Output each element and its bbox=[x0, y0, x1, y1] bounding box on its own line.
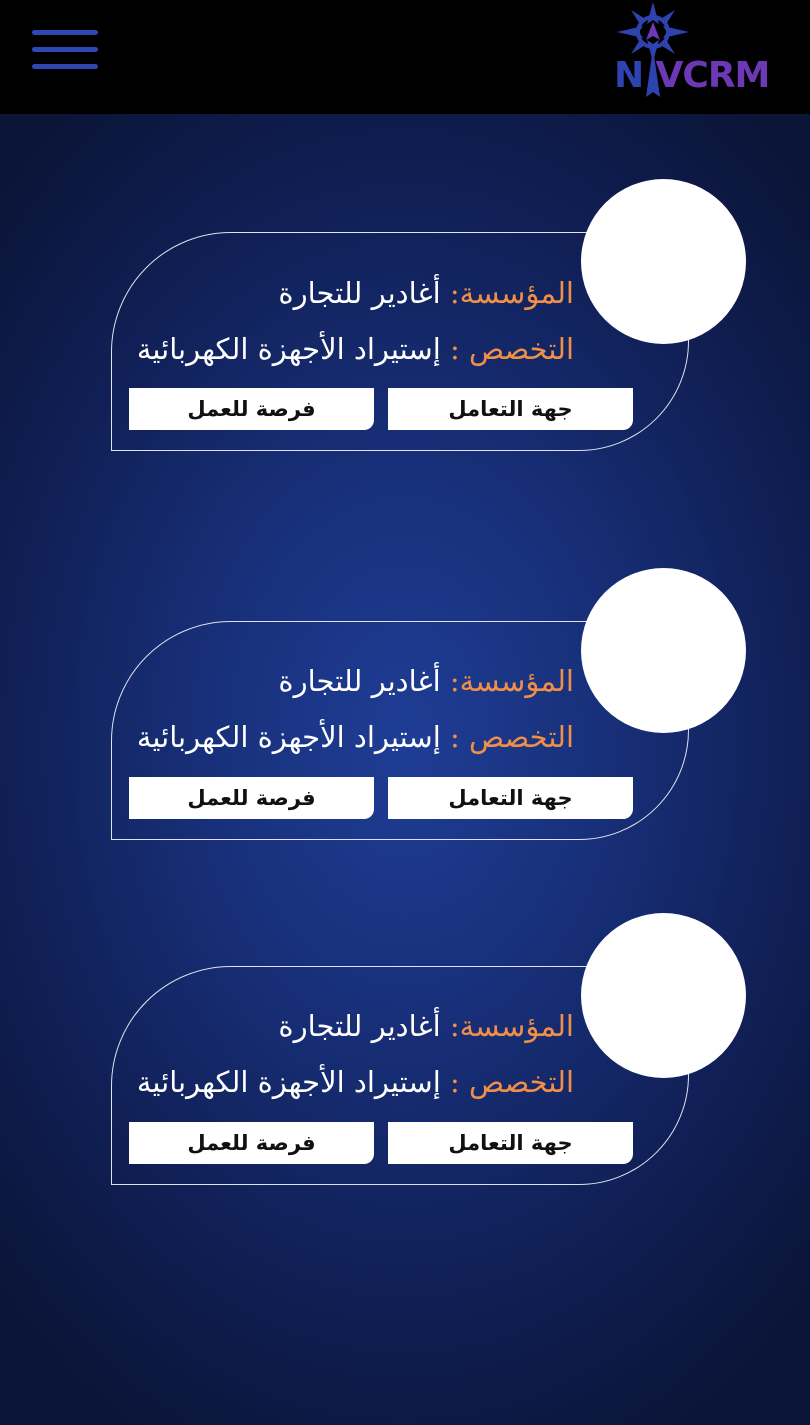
deal-contact-button[interactable]: جهة التعامل bbox=[388, 1122, 633, 1164]
hamburger-menu-icon[interactable] bbox=[30, 28, 100, 72]
top-app-bar bbox=[0, 0, 810, 114]
org-value: أغادير للتجارة bbox=[278, 664, 441, 698]
org-label: المؤسسة: bbox=[449, 664, 574, 698]
specialty-label: التخصص : bbox=[449, 332, 574, 366]
job-opportunity-button[interactable]: فرصة للعمل bbox=[129, 777, 374, 819]
org-value: أغادير للتجارة bbox=[278, 276, 441, 310]
menu-bar-line bbox=[32, 64, 98, 69]
menu-bar-line bbox=[32, 30, 98, 35]
org-line bbox=[278, 1008, 574, 1044]
specialty-value: إستيراد الأجهزة الكهربائية bbox=[136, 1065, 441, 1099]
nvcrm-logo bbox=[610, 0, 785, 108]
menu-bar-line bbox=[32, 47, 98, 52]
specialty-label: التخصص : bbox=[449, 1065, 574, 1099]
company-avatar[interactable] bbox=[581, 913, 746, 1078]
org-label: المؤسسة: bbox=[449, 276, 574, 310]
org-line bbox=[278, 663, 574, 699]
specialty-line bbox=[137, 719, 574, 755]
company-avatar[interactable] bbox=[581, 179, 746, 344]
org-label: المؤسسة: bbox=[449, 1009, 574, 1043]
specialty-line bbox=[137, 1064, 574, 1100]
deal-contact-button[interactable]: جهة التعامل bbox=[388, 388, 633, 430]
org-value: أغادير للتجارة bbox=[278, 1009, 441, 1043]
specialty-value: إستيراد الأجهزة الكهربائية bbox=[136, 720, 441, 754]
specialty-label: التخصص : bbox=[449, 720, 574, 754]
job-opportunity-button[interactable]: فرصة للعمل bbox=[129, 1122, 374, 1164]
org-line bbox=[278, 275, 574, 311]
company-avatar[interactable] bbox=[581, 568, 746, 733]
job-opportunity-button[interactable]: فرصة للعمل bbox=[129, 388, 374, 430]
logo-wordmark: N VCRM bbox=[614, 55, 770, 96]
deal-contact-button[interactable]: جهة التعامل bbox=[388, 777, 633, 819]
specialty-value: إستيراد الأجهزة الكهربائية bbox=[136, 332, 441, 366]
specialty-line bbox=[137, 331, 574, 367]
